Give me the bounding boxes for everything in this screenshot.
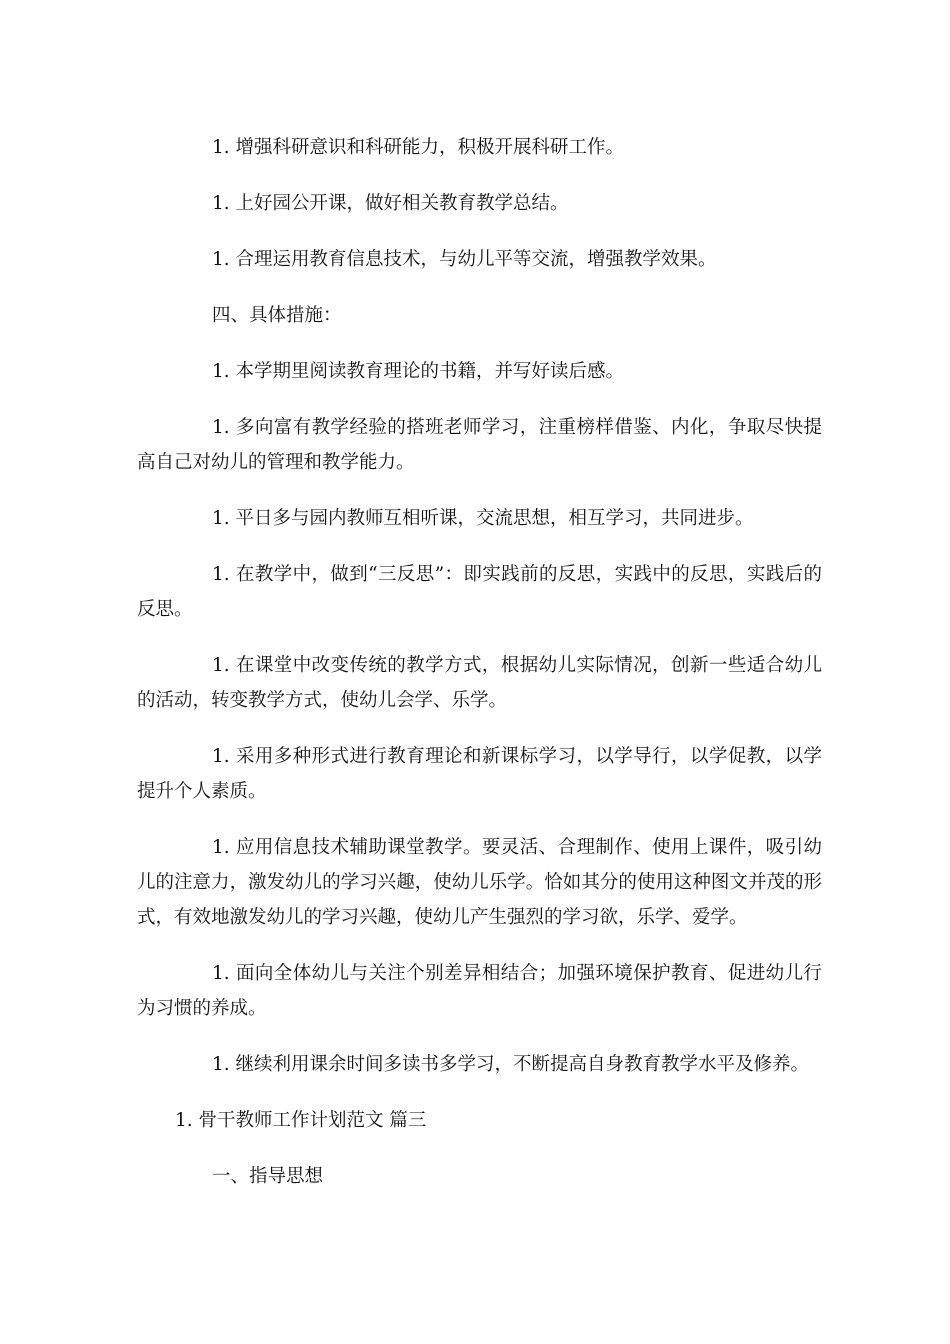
paragraph-all-children: 1. 面向全体幼儿与关注个别差异相结合；加强环境保护教育、促进幼儿行为习惯的养成。 — [137, 963, 822, 1019]
paragraph-learn-from-teachers: 1. 多向富有教学经验的搭班老师学习，注重榜样借鉴、内化，争取尽快提高自己对幼儿的管理和教学能力。 — [137, 417, 822, 473]
paragraph-courseware: 1. 应用信息技术辅助课堂教学。要灵活、合理制作、使用上课件，吸引幼儿的注意力，激发幼儿的学习兴趣，使幼儿乐学。恰如其分的使用这种图文并茂的形式，有效地激发幼儿的学习兴趣，使幼儿产生强烈的学习欲，乐学、爱学。 — [137, 837, 822, 928]
heading-guiding-ideology: 一、指导思想 — [212, 1166, 324, 1187]
section-title-part-three: 1. 骨干教师工作计划范文 篇三 — [175, 1110, 427, 1131]
paragraph-open-class: 1. 上好园公开课，做好相关教育教学总结。 — [212, 193, 569, 214]
heading-specific-measures: 四、具体措施： — [212, 305, 342, 326]
paragraph-research-ability: 1. 增强科研意识和科研能力，积极开展科研工作。 — [212, 137, 625, 158]
paragraph-info-tech: 1. 合理运用教育信息技术，与幼儿平等交流，增强教学效果。 — [212, 249, 717, 270]
document-body — [137, 130, 822, 1194]
paragraph-continue-learning: 1. 继续利用课余时间多读书多学习，不断提高自身教育教学水平及修养。 — [212, 1054, 810, 1075]
paragraph-theory-study: 1. 采用多种形式进行教育理论和新课标学习，以学导行，以学促教，以学提升个人素质。 — [137, 746, 822, 802]
paragraph-change-teaching: 1. 在课堂中改变传统的教学方式，根据幼儿实际情况，创新一些适合幼儿的活动，转变教学方式，使幼儿会学、乐学。 — [137, 655, 822, 711]
paragraph-three-reflections: 1. 在教学中，做到“三反思”：即实践前的反思，实践中的反思，实践后的反思。 — [137, 564, 822, 620]
paragraph-observe-classes: 1. 平日多与园内教师互相听课，交流思想，相互学习，共同进步。 — [212, 508, 754, 529]
paragraph-reading: 1. 本学期里阅读教育理论的书籍，并写好读后感。 — [212, 361, 625, 382]
